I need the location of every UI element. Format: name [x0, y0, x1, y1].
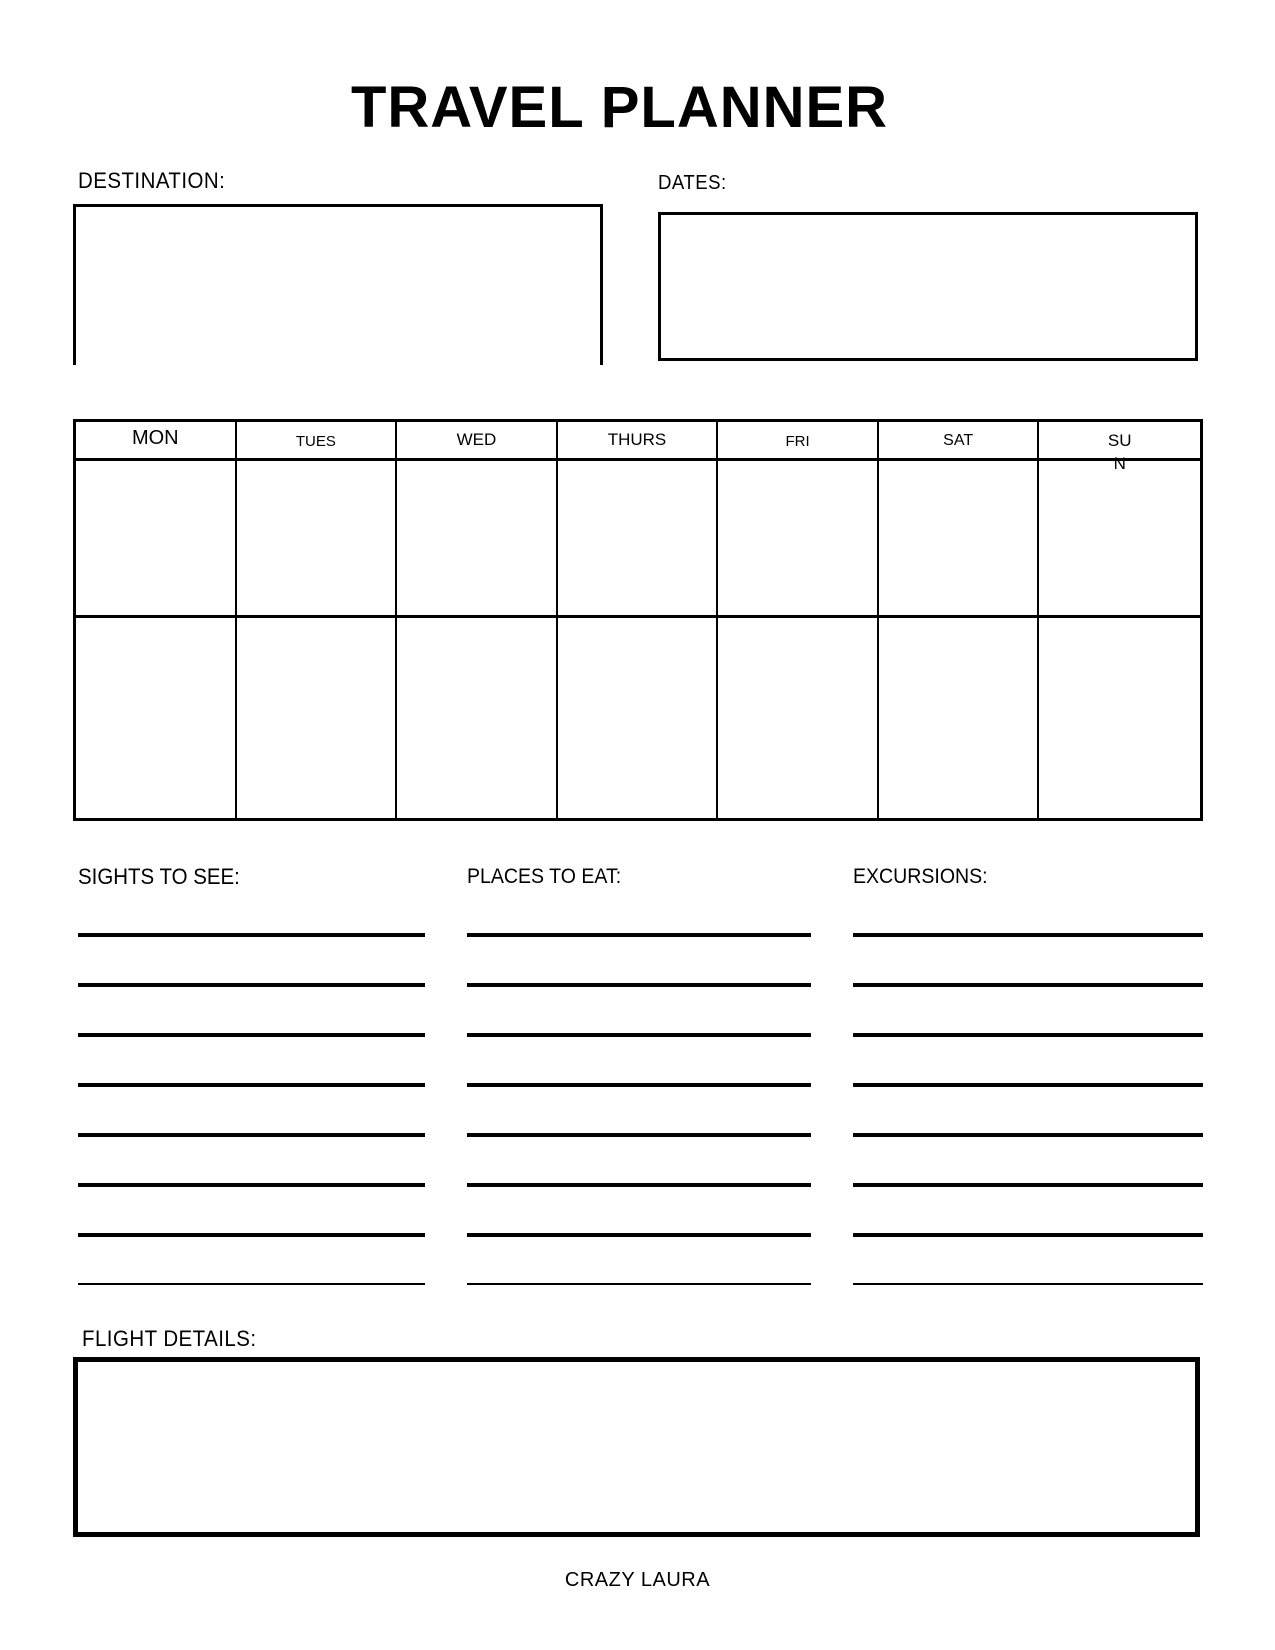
dates-label: DATES:	[658, 172, 727, 194]
dates-input-box[interactable]	[658, 212, 1198, 361]
calendar-cell[interactable]	[76, 618, 237, 818]
list-section-sights	[78, 864, 425, 1285]
calendar-cell[interactable]	[718, 618, 879, 818]
list-line[interactable]	[467, 1133, 811, 1137]
list-line[interactable]	[78, 1183, 425, 1187]
list-line[interactable]	[853, 1183, 1203, 1187]
footer-brand: CRAZY LAURA	[564, 1569, 711, 1591]
list-section-excursions	[853, 864, 1203, 1285]
day-label: THURS	[607, 430, 667, 449]
calendar-cell[interactable]	[237, 618, 398, 818]
list-line[interactable]	[853, 983, 1203, 987]
list-line[interactable]	[853, 1133, 1203, 1137]
list-line[interactable]	[467, 1083, 811, 1087]
day-label: SAT	[943, 432, 974, 449]
list-line[interactable]	[78, 1283, 425, 1285]
list-line[interactable]	[467, 1183, 811, 1187]
list-line[interactable]	[78, 1133, 425, 1137]
weekly-calendar	[73, 419, 1203, 821]
page-title: TRAVEL PLANNER	[350, 75, 889, 140]
list-line[interactable]	[467, 933, 811, 937]
calendar-cell[interactable]	[879, 461, 1040, 618]
calendar-cell[interactable]	[558, 461, 719, 618]
calendar-cell[interactable]	[718, 461, 879, 618]
day-label: WED	[456, 430, 497, 449]
excursions-label: EXCURSIONS:	[853, 865, 988, 888]
day-label: TUES	[295, 433, 336, 450]
sights-to-see-label: SIGHTS TO SEE:	[78, 864, 240, 889]
list-line[interactable]	[78, 933, 425, 937]
calendar-day-header-mon	[76, 422, 237, 461]
places-to-eat-label: PLACES TO EAT:	[467, 865, 622, 888]
list-line[interactable]	[853, 1283, 1203, 1285]
list-section-places-to-eat	[467, 864, 811, 1285]
calendar-day-header-thurs	[558, 422, 719, 461]
calendar-cell[interactable]	[397, 618, 558, 818]
calendar-cell[interactable]	[237, 461, 398, 618]
list-line[interactable]	[853, 933, 1203, 937]
list-line[interactable]	[467, 1283, 811, 1285]
calendar-cell[interactable]	[558, 618, 719, 818]
list-line[interactable]	[78, 1033, 425, 1037]
destination-label: DESTINATION:	[78, 168, 226, 193]
calendar-cell[interactable]	[1039, 618, 1200, 818]
list-line[interactable]	[467, 983, 811, 987]
list-line[interactable]	[853, 1083, 1203, 1087]
flight-details-input-box[interactable]	[73, 1357, 1200, 1537]
list-line[interactable]	[467, 1033, 811, 1037]
flight-details-label: FLIGHT DETAILS:	[82, 1326, 257, 1351]
calendar-day-header-sun	[1039, 422, 1200, 473]
destination-input-box[interactable]	[73, 204, 603, 365]
calendar-cell[interactable]	[879, 618, 1040, 818]
calendar-cell[interactable]	[1039, 461, 1200, 618]
list-line[interactable]	[853, 1033, 1203, 1037]
day-label: SUN	[1107, 431, 1132, 473]
calendar-day-header-fri	[718, 422, 879, 461]
list-line[interactable]	[78, 1083, 425, 1087]
calendar-cell[interactable]	[397, 461, 558, 618]
list-line[interactable]	[467, 1233, 811, 1237]
calendar-cell[interactable]	[76, 461, 237, 618]
calendar-day-header-tues	[237, 422, 398, 461]
list-line[interactable]	[78, 983, 425, 987]
calendar-day-header-sat	[879, 422, 1040, 461]
list-line[interactable]	[853, 1233, 1203, 1237]
calendar-day-header-wed	[397, 422, 558, 461]
day-label: MON	[131, 427, 179, 449]
day-label: FRI	[785, 433, 810, 450]
list-line[interactable]	[78, 1233, 425, 1237]
